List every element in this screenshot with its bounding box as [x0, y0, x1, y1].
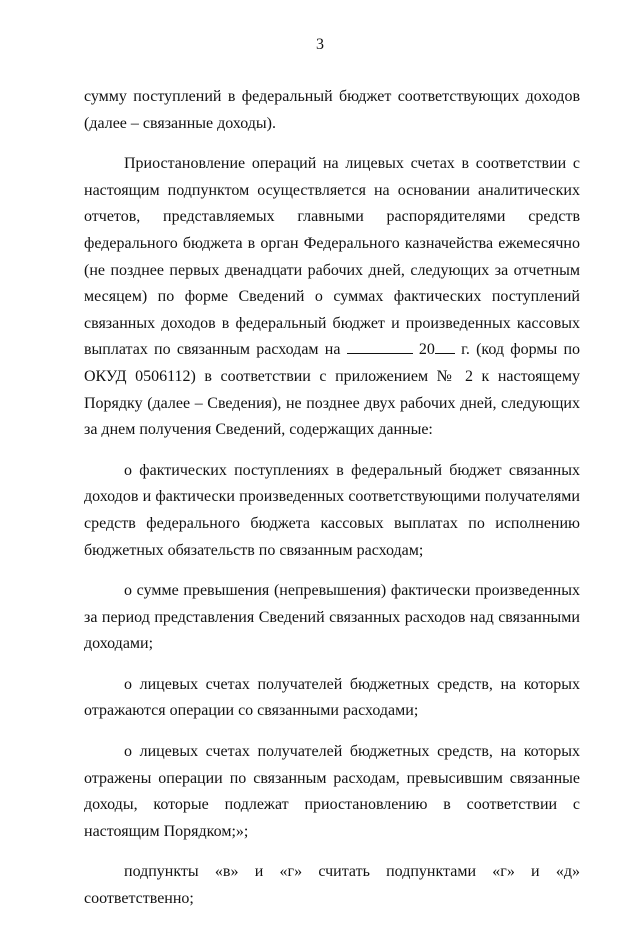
paragraph-2-tail: (код формы по ОКУД 0506112) в соответствии с приложением № 2 к настоящему Порядку (далее – Сведения), не позднее двух рабочих дней, следующих за днем получения Сведений, содержащих данные: [84, 341, 581, 439]
date-blank-field [347, 339, 413, 354]
paragraph-5: о лицевых счетах получателей бюджетных средств, на которых отражаются операции со связанными расходами; [84, 675, 580, 720]
year-blank-field [435, 339, 455, 354]
paragraph-4: о сумме превышения (непревышения) фактически произведенных за период представления Сведений связанных расходов над связанными доходами; [84, 582, 580, 653]
paragraph-7: подпункты «в» и «г» считать подпунктами «г» и «д» соответственно; [84, 863, 580, 908]
paragraph-3: о фактических поступлениях в федеральный бюджет связанных доходов и фактически произведенных соответствующими получателями средств федерального бюджета кассовых выплатах по исполнению бюджетных обязательств по связанным расходам; [84, 461, 580, 559]
paragraph-2-text: Приостановление операций на лицевых счетах в соответствии с настоящим подпунктом осуществляется на основании аналитических отчетов, представляемых главными распорядителями средств федерального бюджета в орган Федерального казначейства ежемесячно (не позднее первых двенадцати рабочих дней, следующих за отчетным месяцем) по форме Сведений о суммах фактических поступлений связанных доходов в федеральный бюджет и произведенных кассовых выплатах по связанным расходам на [84, 155, 580, 359]
document-body [84, 84, 580, 927]
paragraph-6: о лицевых счетах получателей бюджетных средств, на которых отражены операции по связанным расходам, превысившим связанные доходы, которые подлежат приостановлению в соответствии с настоящим Порядком;»; [84, 743, 580, 840]
paragraph-1: сумму поступлений в федеральный бюджет соответствующих доходов (далее – связанные доходы). [84, 88, 580, 132]
page-number: 3 [316, 36, 324, 53]
paragraph-2 [84, 151, 580, 444]
year-prefix: 20 [418, 341, 435, 359]
year-suffix: г. [461, 341, 470, 359]
